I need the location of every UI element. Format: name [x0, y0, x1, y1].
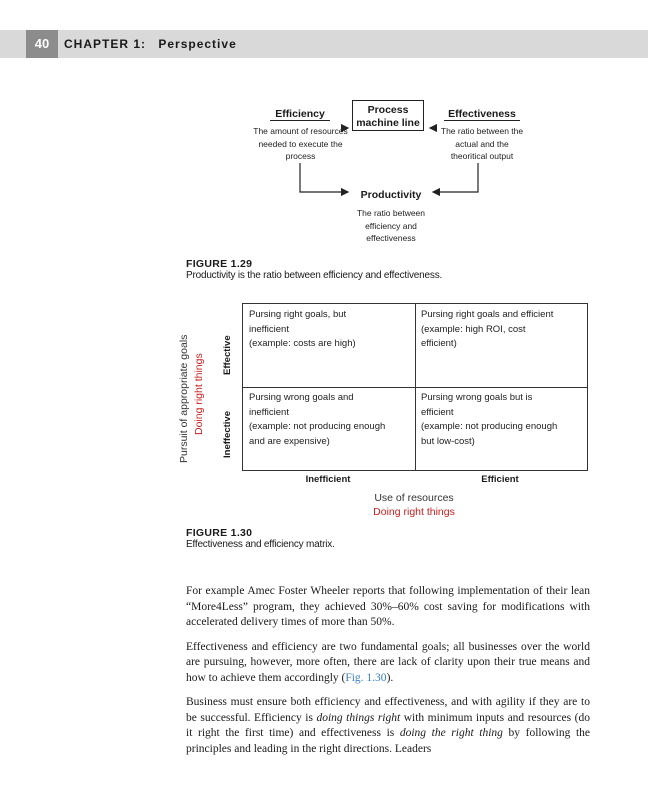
x-axis-sub-label: Doing right things	[373, 506, 455, 518]
productivity-diagram	[248, 97, 538, 247]
paragraph-2: Effectiveness and efficiency are two fundamental goals; all businesses over the world are pursuing, however, more often, there are lack of clarity upon their true means and how to achieve them accordingly (Fig. 1.30).	[186, 640, 590, 684]
figure-129-text: Productivity is the ratio between efficiency and effectiveness.	[186, 270, 443, 281]
row-label-ineffective: Ineffective	[222, 411, 233, 458]
matrix-cell-ineffective-inefficient: Pursing wrong goals and inefficient (example: not producing enough and are expensive)	[249, 392, 386, 447]
paragraph-1: For example Amec Foster Wheeler reports that following implementation of their lean “More4Less” program, they achieved 30%–60% cost saving for modifications with accelerated delivery times of more than 50%.	[186, 585, 590, 628]
col-label-efficient: Efficient	[481, 474, 519, 485]
chapter-title: Perspective	[158, 37, 237, 51]
chapter-heading	[64, 30, 237, 58]
row-label-effective: Effective	[222, 335, 233, 375]
effectiveness-label: Effectiveness	[444, 108, 520, 121]
figure-130-caption	[186, 527, 335, 550]
figure-130-link[interactable]: Fig. 1.30	[345, 671, 387, 684]
figure-130-text: Effectiveness and efficiency matrix.	[186, 539, 335, 550]
process-machine-line-box: Process machine line	[352, 100, 424, 131]
figure-129-caption	[186, 258, 442, 281]
figure-129-title: FIGURE 1.29	[186, 258, 253, 270]
y-axis-outer-label: Pursuit of appropriate goals	[178, 334, 190, 463]
effectiveness-description: The ratio between the actual and the theoritical output	[440, 126, 524, 161]
matrix-cell-ineffective-efficient: Pursing wrong goals but is efficient (example: not producing enough but low-cost)	[421, 392, 558, 447]
paragraph-3: Business must ensure both efficiency and effectiveness, and with agility if they are to be successful. Efficiency is doing things right with minimum inputs and resources (do it right the first time) and effectiveness is doing the right thing by following the principles and leading in the right directions. Leaders	[186, 696, 590, 755]
body-text	[186, 584, 590, 766]
matrix-cell-effective-inefficient: Pursing right goals, but inefficient (example: costs are high)	[249, 309, 356, 349]
productivity-description: The ratio between efficiency and effectiveness	[356, 208, 426, 243]
figure-130-title: FIGURE 1.30	[186, 527, 253, 539]
effectiveness-efficiency-matrix	[242, 303, 588, 471]
chapter-label: CHAPTER 1:	[64, 37, 147, 51]
matrix-cell-effective-efficient: Pursing right goals and efficient (example: high ROI, cost efficient)	[421, 309, 554, 349]
efficiency-label: Efficiency	[270, 108, 330, 121]
efficiency-description: The amount of resources needed to execute the process	[253, 126, 348, 161]
y-axis-inner-label: Doing right things	[193, 353, 205, 435]
col-label-inefficient: Inefficient	[305, 474, 351, 485]
x-axis-label: Use of resources	[374, 492, 454, 504]
page-number: 40	[26, 30, 58, 58]
productivity-label: Productivity	[360, 189, 422, 201]
